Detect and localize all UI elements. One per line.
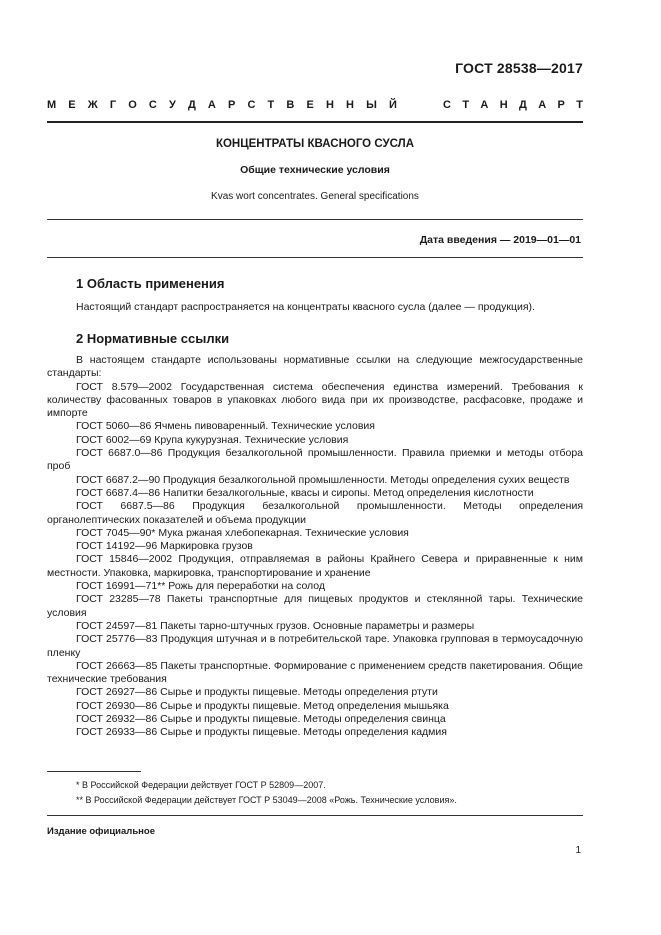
reference-item: ГОСТ 8.579—2002 Государственная система обеспечения единства измерений. Требования к количеству фасованных товаров в упаковках любого вида при их производстве, расфасовке, продаже и импорте xyxy=(47,380,583,420)
document-subtitle: Общие технические условия xyxy=(240,164,390,176)
section-1-heading: 1 Область применения xyxy=(76,276,225,291)
standard-type-word: М Е Ж Г О С У Д А Р С Т В Е Н Н Ы Й xyxy=(47,99,397,111)
reference-item: ГОСТ 25776—83 Продукция штучная и в потребительской таре. Упаковка групповая в термоусадочную пленку xyxy=(47,633,583,659)
references-list xyxy=(47,354,583,740)
reference-item: ГОСТ 6002—69 Крупа кукурузная. Технические условия xyxy=(76,433,349,446)
reference-item: ГОСТ 26933—86 Сырье и продукты пищевые. Методы определения кадмия xyxy=(76,726,447,739)
english-title: Kvas wort concentrates. General specifications xyxy=(211,191,419,202)
reference-item: ГОСТ 24597—81 Пакеты тарно-штучных грузов. Основные параметры и размеры xyxy=(76,619,475,632)
edition-label: Издание официальное xyxy=(47,826,155,837)
reference-item: ГОСТ 7045—90* Мука ржаная хлебопекарная. Технические условия xyxy=(76,526,409,539)
section-1-text: Настоящий стандарт распространяется на концентраты квасного сусла (далее — продукция). xyxy=(76,301,535,313)
footnote-rule xyxy=(47,771,141,772)
reference-item: ГОСТ 26932—86 Сырье и продукты пищевые. Методы определения свинца xyxy=(76,713,446,726)
reference-item: ГОСТ 23285—78 Пакеты транспортные для пищевых продуктов и стеклянной тары. Технические условия xyxy=(47,593,583,619)
section-2-heading: 2 Нормативные ссылки xyxy=(76,331,230,346)
effective-date: Дата введения — 2019—01—01 xyxy=(419,234,581,246)
reference-item: ГОСТ 6687.0—86 Продукция безалкогольной промышленности. Правила приемки и методы отбора проб xyxy=(47,447,583,473)
date-rule xyxy=(47,257,583,258)
reference-item: ГОСТ 6687.4—86 Напитки безалкогольные, квасы и сиропы. Метод определения кислотности xyxy=(76,486,534,499)
standard-type-heading xyxy=(47,99,583,111)
references-intro: В настоящем стандарте использованы нормативные ссылки на следующие межгосударственные стандарты: xyxy=(47,354,583,380)
reference-item: ГОСТ 15846—2002 Продукция, отправляемая в районы Крайнего Севера и приравненные к ним местности. Упаковка, маркировка, транспортирование и хранение xyxy=(47,553,583,579)
document-code: ГОСТ 28538—2017 xyxy=(455,60,583,76)
footnote-1: * В Российской Федерации действует ГОСТ Р 52809—2007. xyxy=(76,780,326,790)
reference-item: ГОСТ 26927—86 Сырье и продукты пищевые. Методы определения ртути xyxy=(76,686,438,699)
reference-item: ГОСТ 5060—86 Ячмень пивоваренный. Технические условия xyxy=(76,420,375,433)
document-title: КОНЦЕНТРАТЫ КВАСНОГО СУСЛА xyxy=(215,138,415,150)
reference-item: ГОСТ 26930—86 Сырье и продукты пищевые. Метод определения мышьяка xyxy=(76,699,449,712)
reference-item: ГОСТ 14192—96 Маркировка грузов xyxy=(76,540,253,553)
reference-item: ГОСТ 26663—85 Пакеты транспортные. Формирование с применением средств пакетирования. Общие технические требования xyxy=(47,659,583,686)
reference-item: ГОСТ 6687.2—90 Продукция безалкогольной промышленности. Методы определения сухих веществ xyxy=(76,473,570,486)
footer-rule xyxy=(47,815,583,816)
title-rule xyxy=(47,219,583,220)
page-number: 1 xyxy=(575,845,581,856)
reference-item: ГОСТ 16991—71** Рожь для переработки на солод xyxy=(76,580,326,593)
footnote-2: ** В Российской Федерации действует ГОСТ Р 53049—2008 «Рожь. Технические условия». xyxy=(76,795,457,805)
reference-item: ГОСТ 6687.5—86 Продукция безалкогольной промышленности. Методы определения органолептических показателей и объема продукции xyxy=(47,500,583,526)
standard-type-word: С Т А Н Д А Р Т xyxy=(443,99,583,111)
header-rule xyxy=(47,121,583,123)
